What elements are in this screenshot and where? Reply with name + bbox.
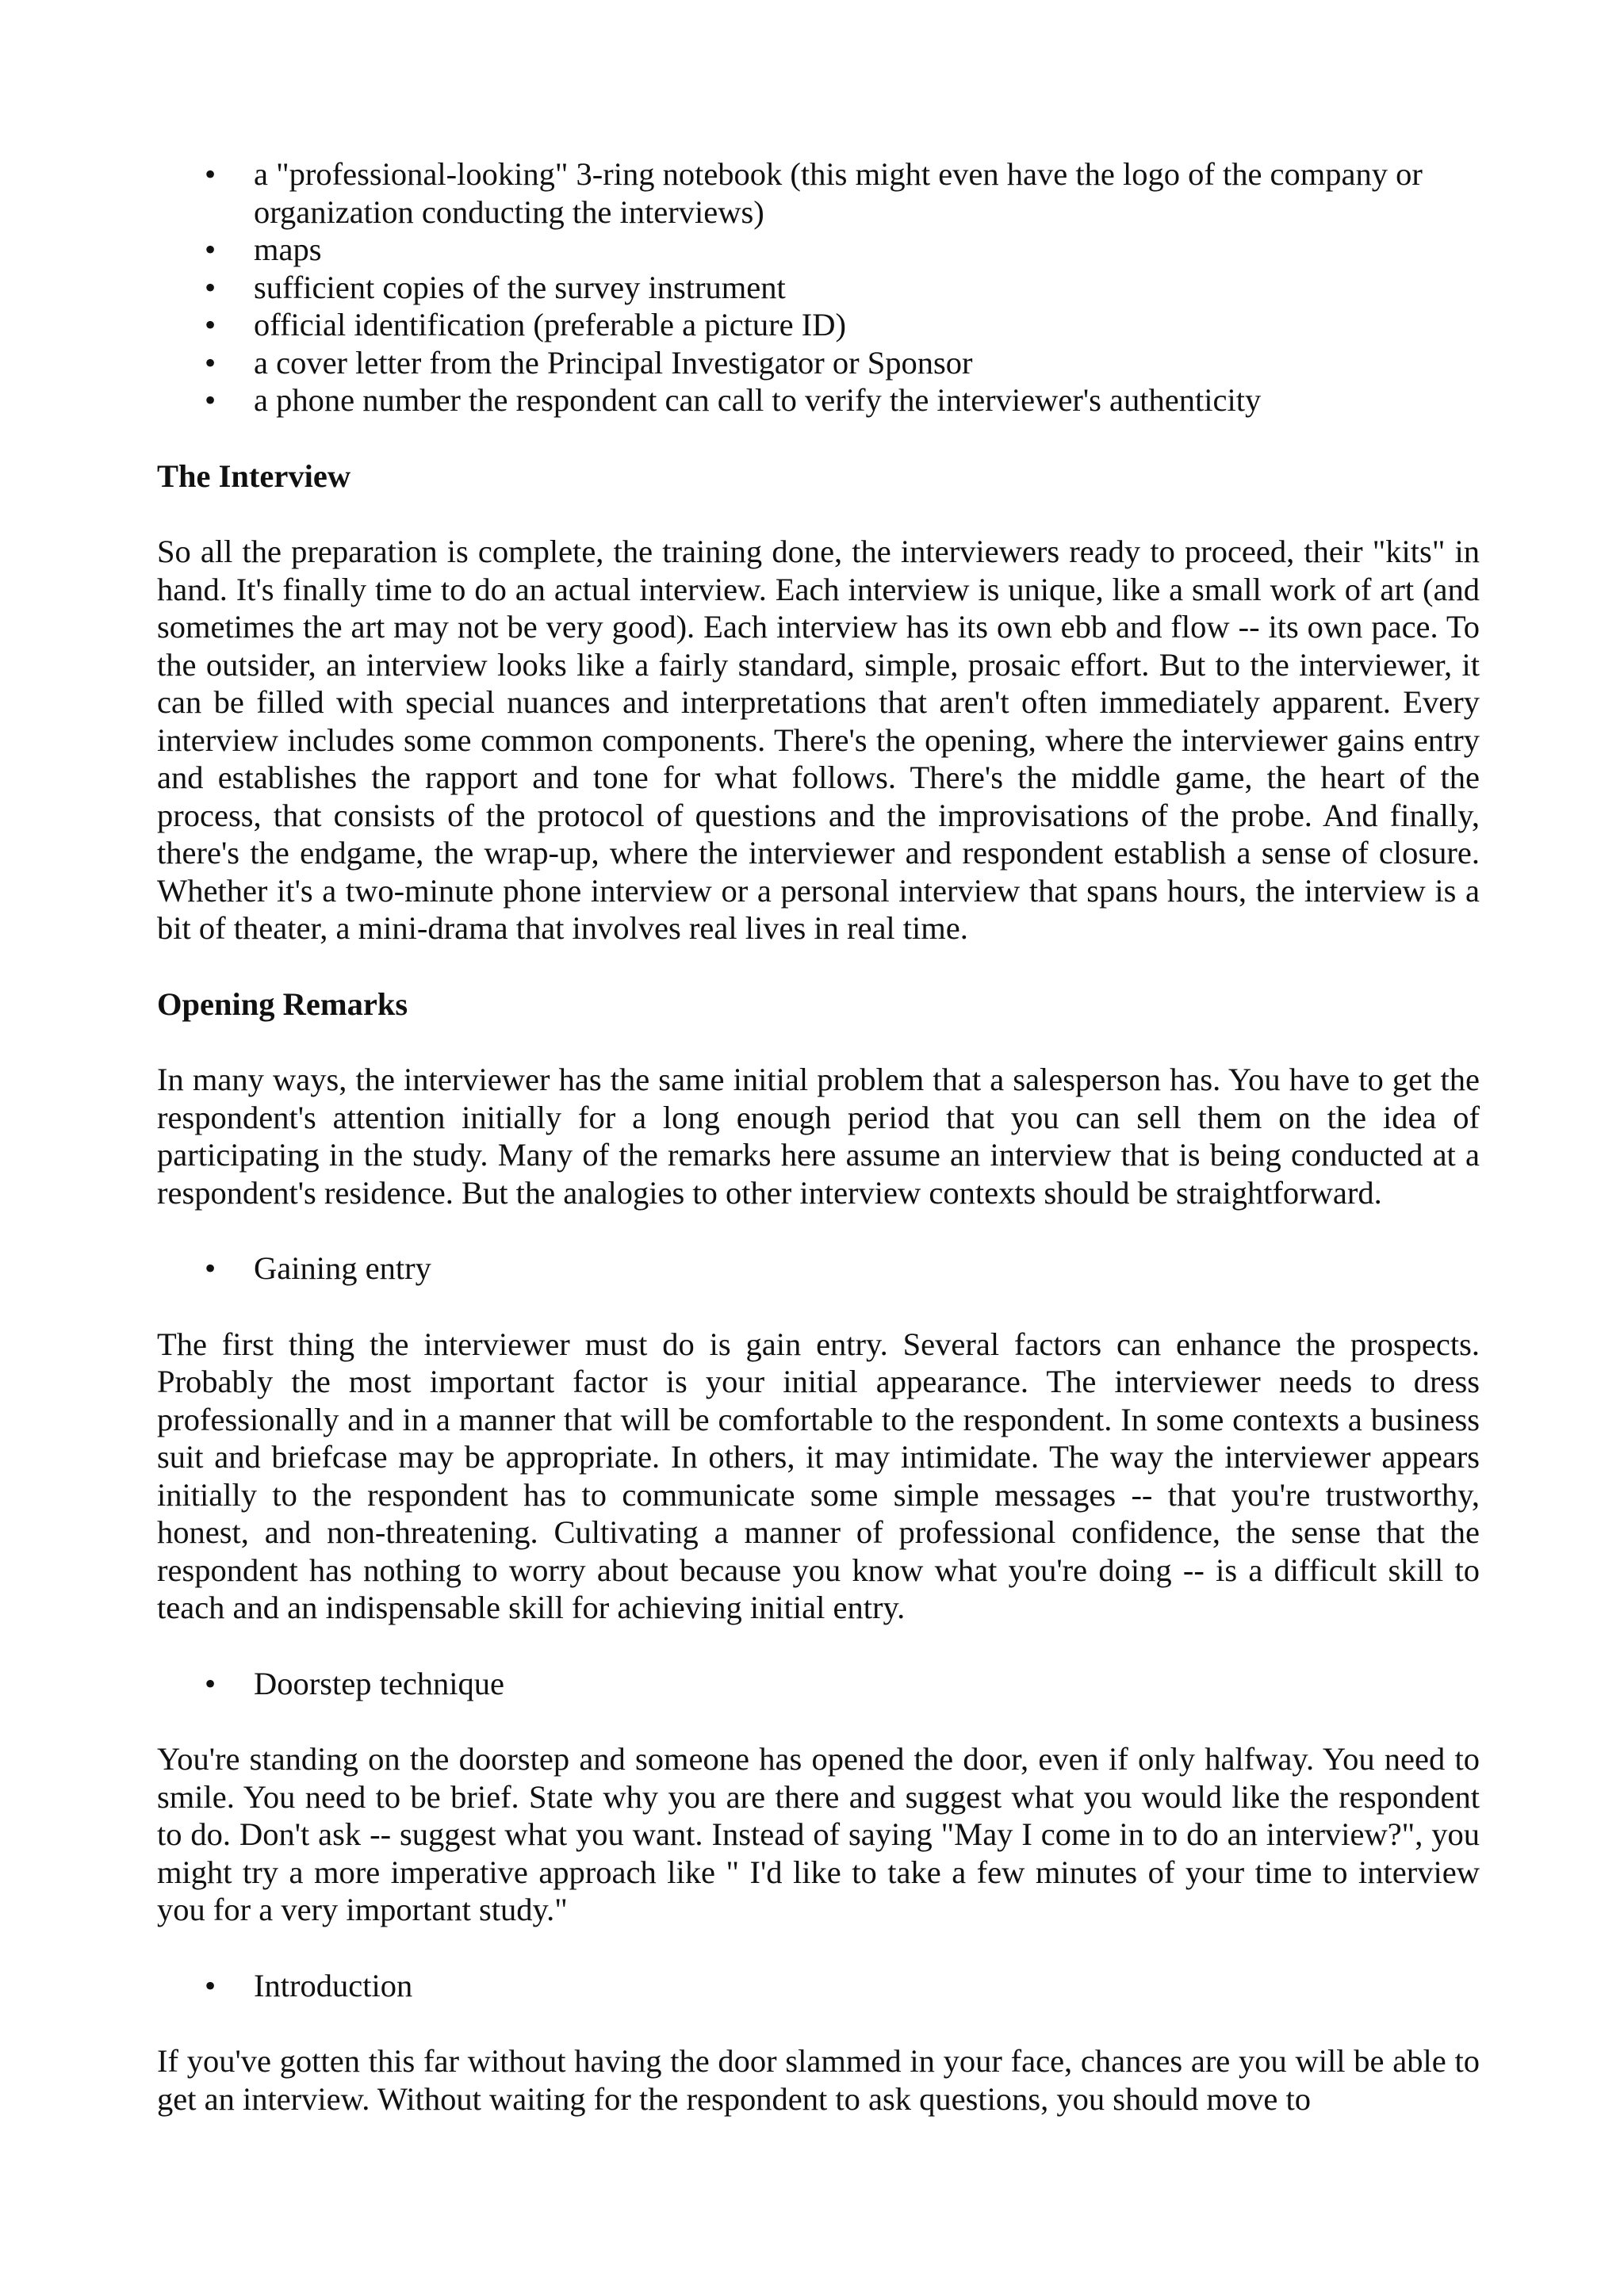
opening-remarks-paragraph: In many ways, the interviewer has the same initial problem that a salesperson has. You have to get the respondent's attention initially for a long enough period that you can sell them on the idea of participating in the study. Many of the remarks here assume an interview that is being conducted at a respondent's residence. But the analogies to other interview contexts should be straightforward. [157,1062,1480,1211]
list-item-text: a phone number the respondent can call to verify the interviewer's authenticity [254,382,1262,418]
gaining-entry-paragraph: The first thing the interviewer must do is gain entry. Several factors can enhance the prospects. Probably the most important factor is your initial appearance. The interviewer needs to dress professionally and in a manner that will be comfortable to the respondent. In some contexts a business suit and briefcase may be appropriate. In others, it may intimidate. The way the interviewer appears initially to the respondent has to communicate some simple messages -- that you're trustworthy, honest, and non-threatening. Cultivating a manner of professional confidence, the sense that the respondent has nothing to worry about because you know what you're doing -- is a difficult skill to teach and an indispensable skill for achieving initial entry. [157,1326,1480,1625]
bullet-icon: • [205,1250,216,1286]
list-item [157,344,1480,382]
list-item-text: Gaining entry [254,1250,431,1286]
section-heading-interview: The Interview [157,457,351,494]
list-item [157,1967,1480,2005]
list-item-text: a "professional-looking" 3-ring notebook (this might even have the logo of the company or organization conducting the interviews) [254,156,1423,230]
bullet-icon: • [205,382,216,418]
list-item [157,1665,1480,1703]
list-item-text: a cover letter from the Principal Investigator or Sponsor [254,344,973,381]
introduction-paragraph: If you've gotten this far without having the door slammed in your face, chances are you will be able to get an interview. Without waiting for the respondent to ask questions, you should move to [157,2043,1480,2117]
gaining-entry-list [157,1249,1480,1288]
interview-paragraph: So all the preparation is complete, the training done, the interviewers ready to proceed, their "kits" in hand. It's finally time to do an actual interview. Each interview is unique, like a small work of art (and sometimes the art may not be very good). Each interview has its own ebb and flow -- its own pace. To the outsider, an interview looks like a fairly standard, simple, prosaic effort. But to the interviewer, it can be filled with special nuances and interpretations that aren't often immediately apparent. Every interview includes some common components. There's the opening, where the interviewer gains entry and establishes the rapport and tone for what follows. There's the middle game, the heart of the process, that consists of the protocol of questions and the improvisations of the probe. And finally, there's the endgame, the wrap-up, where the interviewer and respondent establish a sense of closure. Whether it's a two-minute phone interview or a personal interview that spans hours, the interview is a bit of theater, a mini-drama that involves real lives in real time. [157,534,1480,946]
bullet-icon: • [205,269,216,305]
list-item-text: Introduction [254,1967,413,2003]
list-item [157,269,1480,307]
list-item [157,381,1480,419]
introduction-list [157,1967,1480,2005]
doorstep-paragraph: You're standing on the doorstep and someone has opened the door, even if only halfway. You need to smile. You need to be brief. State why you are there and suggest what you would like the respondent to do. Don't ask -- suggest what you want. Instead of saying "May I come in to do an interview?", you might try a more imperative approach like " I'd like to take a few minutes of your time to interview you for a very important study." [157,1741,1480,1927]
doorstep-list [157,1665,1480,1703]
document-page [157,155,1480,2118]
bullet-icon: • [205,307,216,342]
list-item [157,231,1480,269]
kit-items-list [157,155,1480,419]
bullet-icon: • [205,232,216,267]
list-item-text: official identification (preferable a picture ID) [254,307,846,342]
list-item [157,155,1480,231]
list-item-text: Doorstep technique [254,1665,505,1701]
list-item [157,306,1480,344]
bullet-icon: • [205,344,216,381]
bullet-icon: • [205,1967,216,2003]
bullet-icon: • [205,1665,216,1701]
section-heading-opening-remarks: Opening Remarks [157,985,408,1022]
list-item-text: sufficient copies of the survey instrument [254,269,786,305]
list-item [157,1249,1480,1288]
bullet-icon: • [205,156,216,192]
list-item-text: maps [254,232,322,267]
